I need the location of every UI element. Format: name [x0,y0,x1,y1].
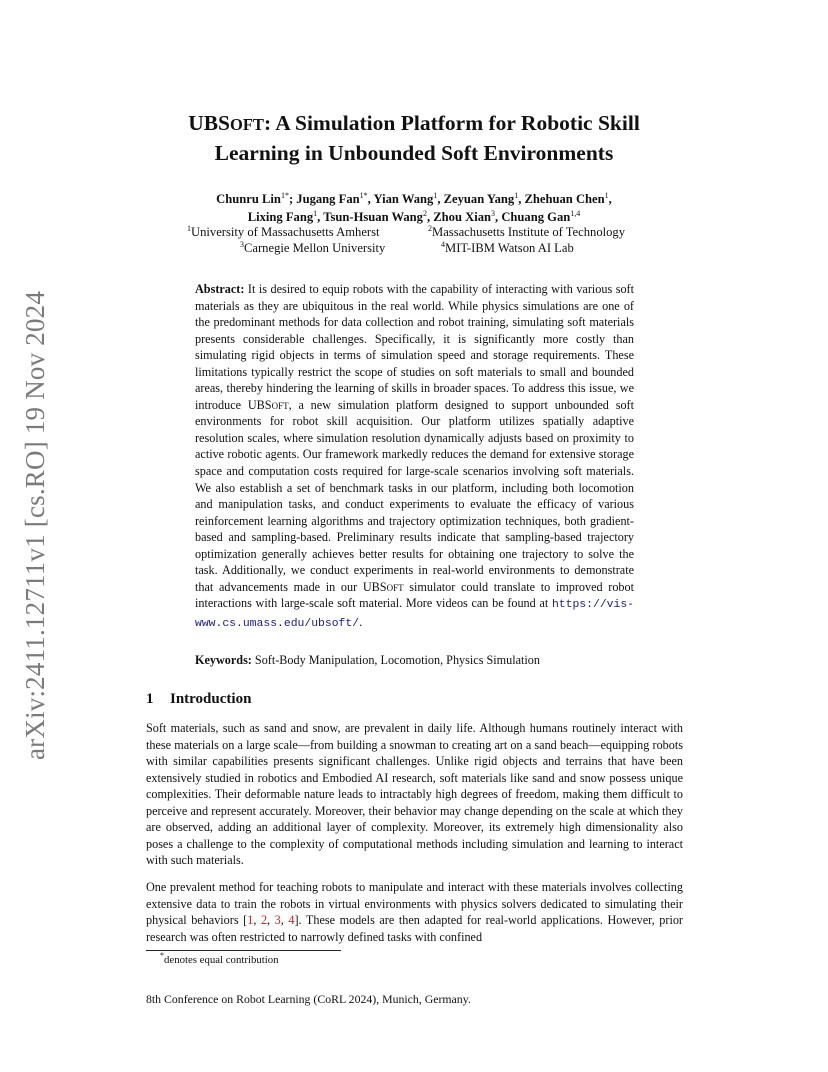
author-affil-mark: 1 [433,191,438,200]
author-name: Zhou Xian [433,210,492,224]
abstract-brand: UBSoft [247,397,289,412]
venue-line: 8th Conference on Robot Learning (CoRL 2024), Munich, Germany. [146,992,471,1006]
author-name: Jugang Fan [296,192,360,206]
footnote [160,953,279,967]
keywords-label: Keywords: [195,653,252,667]
affiliation-mark: 4 [441,240,445,249]
author-name: Yian Wang [373,192,434,206]
author-separator: , [367,192,374,206]
abstract [195,281,634,632]
affiliation-1 [187,224,380,241]
author-separator: , [426,210,434,224]
author-affil-mark: 1 [604,191,609,200]
section-number: 1 [146,691,154,707]
author-name: Lixing Fang [247,210,314,224]
intro-paragraph-2: One prevalent method for teaching robots to manipulate and interact with these materials involves collecting extensive data to train the robots in virtual environments with physics solvers dedicated to simulating their physical behaviors [1, 2, 3, 4]. These models are then adapted for real-world applications. However, prior research was often restricted to narrowly defined tasks with confined [146,880,683,944]
paragraph-text: One prevalent method for teaching robots to manipulate and interact with these materials involves collecting extensive data to train the robots in virtual environments with physics solvers dedicated to simulating their physical behaviors [ [146,880,683,927]
author-affil-mark: 1 [313,209,318,218]
affiliation-name: Massachusetts Institute of Technology [432,225,626,239]
affiliation-mark: 1 [187,224,191,233]
affiliation-mark: 2 [428,224,432,233]
author-separator: ; [288,192,297,206]
author-affil-mark: 1* [359,191,368,200]
paragraph-text: ]. These models are then adapted for real-world applications. However, prior research was often restricted to narrowly defined tasks with confined [146,913,683,944]
project-url-link[interactable]: https://vis-www.cs.umass.edu/ubsoft/ [195,599,634,630]
author-separator: , [518,192,525,206]
author-affil-mark: 1,4 [570,209,581,218]
author-affil-mark: 1 [514,191,519,200]
affiliation-4 [441,240,574,257]
affiliation-mark: 3 [240,240,244,249]
author-name: Zeyuan Yang [443,192,515,206]
section-title: Introduction [170,691,252,707]
citation-link[interactable]: 3 [274,913,281,927]
author-affil-mark: 3 [491,209,496,218]
author-separator: , [437,192,444,206]
affiliation-2 [428,224,625,241]
footnote-divider [146,950,341,951]
author-name: Zhehuan Chen [524,192,605,206]
citation-link[interactable]: 4 [288,913,295,927]
abstract-text: , a new simulation platform designed to support unbounded soft environments for robot skill acquisition. Our platform utilizes spatially adaptive resolution scales, where simulation resolution dynamically adjusts based on proximity to active robotic agents. Our framework markedly reduces the demand for extensive storage space and computation costs required for large-scale scenarios involving soft materials. We also establish a set of benchmark tasks in our platform, including both locomotion and manipulation tasks, and conduct experiments to evaluate the efficacy of various reinforcement learning algorithms and trajectory optimization techniques, both gradient-based and sampling-based. Preliminary results indicate that sampling-based trajectory optimization generally achieves better results for obtaining one trajectory to solve the task. Additionally, we conduct experiments in real-world environments to demonstrate that advancements made in our [195,397,634,594]
author-name: Chuang Gan [501,210,571,224]
author-list [150,190,678,226]
author-affil-mark: 1* [280,191,289,200]
affiliation-name: Carnegie Mellon University [244,241,386,255]
abstract-label: Abstract: [195,282,245,296]
abstract-text: simulator could translate to improved robot interactions with large-scale soft material. More videos can be found at [195,579,634,611]
author-separator: , [608,192,612,206]
citation-link[interactable]: 1 [247,913,254,927]
abstract-brand: UBSoft [362,579,404,594]
paper-title [120,109,708,168]
affiliation-name: University of Massachusetts Amherst [191,225,380,239]
author-name: Tsun-Hsuan Wang [323,210,423,224]
title-brand-oft: OFT [230,115,264,134]
author-separator: , [495,210,502,224]
title-line1-rest: : A Simulation Platform for Robotic Skill [263,111,640,135]
author-name: Chunru Lin [216,192,281,206]
keywords-text: Soft-Body Manipulation, Locomotion, Physics Simulation [251,653,540,667]
section-heading [146,689,251,709]
author-affil-mark: 2 [422,209,427,218]
footnote-text: denotes equal contribution [164,954,279,966]
abstract-text: . [359,614,363,629]
citation-link[interactable]: 2 [260,913,268,927]
title-line2: Learning in Unbounded Soft Environments [214,141,614,165]
keywords [195,652,635,668]
affiliation-name: MIT-IBM Watson AI Lab [445,241,574,255]
intro-paragraph-1: Soft materials, such as sand and snow, are prevalent in daily life. Although humans routinely interact with these materials on a large scale—from building a snowman to creating art on a sand beach—equipping robots with similar capabilities presents significant challenges. Unlike rigid objects and terrains that have been extensively studied in robotics and Embodied AI research, soft materials like sand and snow possess unique complexities. Their deformable nature leads to intractably high degrees of freedom, making them difficult to perceive and represent accurately. Moreover, their behavior may change depending on the scale at which they are observed, adding an additional layer of complexity. Moreover, its extremely high dimensionality also poses a challenge to the complexity of computational methods including simulation and learning to interact with such materials. [146,721,683,867]
arxiv-identifier-stamp: arXiv:2411.12711v1 [cs.RO] 19 Nov 2024 [20,290,50,760]
affiliation-3 [240,240,385,257]
author-separator: , [317,210,324,224]
abstract-text: It is desired to equip robots with the capability of interacting with various soft materials as they are ubiquitous in the real world. While physics simulations are one of the predominant methods for data collection and robot training, simulating soft materials presents considerable challenges. Specifically, it is significantly more costly than simulating rigid objects in terms of simulation speed and storage requirements. These limitations typically restrict the scope of studies on soft materials to small and bounded areas, thereby hindering the learning of skills in broader spaces. To address this issue, we introduce [195,282,634,412]
footnote-mark: * [160,951,164,960]
title-brand-u: UBS [188,111,231,135]
